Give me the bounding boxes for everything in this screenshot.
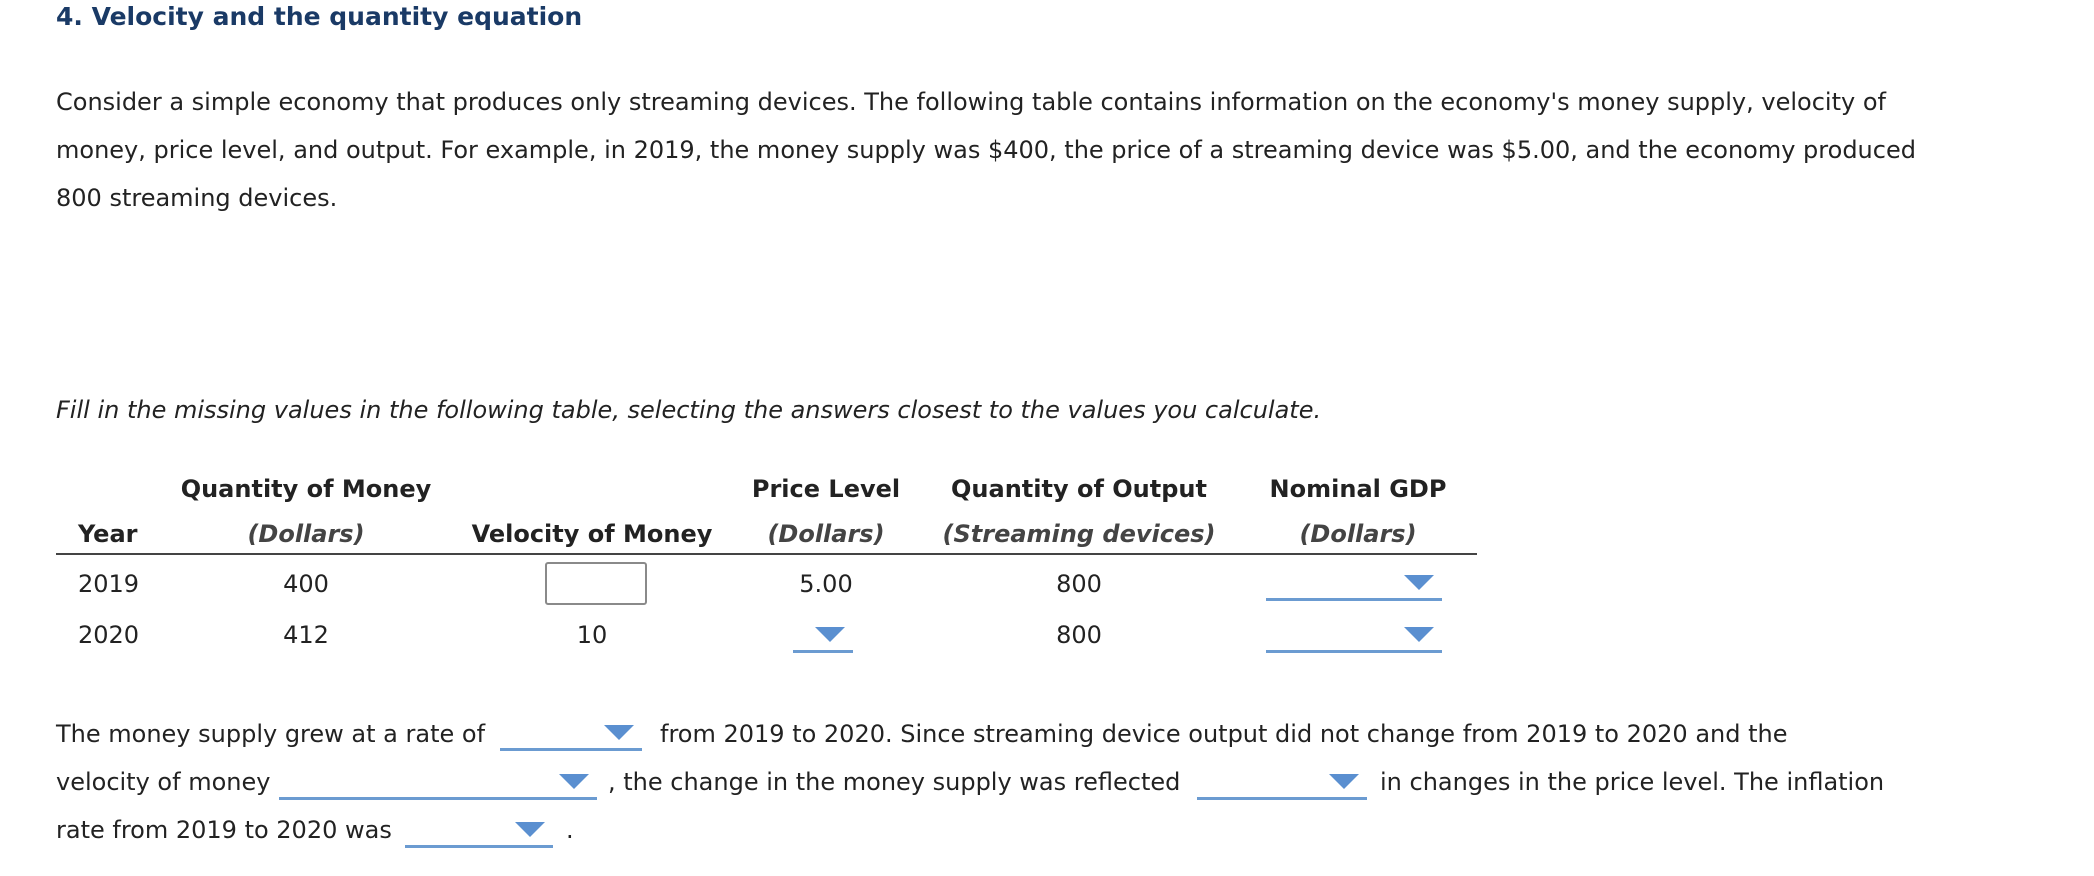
header-output: Quantity of Output <box>951 475 1207 503</box>
chevron-down-icon <box>1404 575 1434 590</box>
sentence-3-start: rate from 2019 to 2020 was <box>56 816 392 844</box>
price-level-2020-dropdown[interactable] <box>793 614 853 653</box>
nominal-gdp-2019-dropdown[interactable] <box>1266 562 1442 601</box>
row-money: 412 <box>283 621 329 649</box>
row-year: 2020 <box>78 621 140 649</box>
header-gdp-unit: (Dollars) <box>1299 520 1417 548</box>
header-velocity: Velocity of Money <box>471 520 713 548</box>
sentence-3-end: . <box>566 816 574 844</box>
row-output: 800 <box>1056 570 1102 598</box>
sentence-2-middle: , the change in the money supply was reflected <box>608 768 1181 796</box>
sentence-2-start: velocity of money <box>56 768 271 796</box>
velocity-2019-input[interactable] <box>545 562 647 605</box>
header-output-unit: (Streaming devices) <box>942 520 1216 548</box>
chevron-down-icon <box>1329 774 1359 789</box>
chevron-down-icon <box>515 822 545 837</box>
chevron-down-icon <box>604 725 634 740</box>
row-price: 5.00 <box>799 570 853 598</box>
header-price-unit: (Dollars) <box>767 520 885 548</box>
header-year: Year <box>78 520 138 548</box>
header-money: Quantity of Money <box>180 475 432 503</box>
header-money-unit: (Dollars) <box>247 520 365 548</box>
header-price: Price Level <box>751 475 901 503</box>
question-title: 4. Velocity and the quantity equation <box>56 2 583 31</box>
nominal-gdp-2020-dropdown[interactable] <box>1266 614 1442 653</box>
intro-paragraph: Consider a simple economy that produces only streaming devices. The following table contains information on the economy's money supply, velocity of money, price level, and output. For example, in 2019, the money supply was $400, the price of a streaming device was $5.00, and the economy produced 800 streaming devices. <box>56 88 1916 212</box>
row-money: 400 <box>283 570 329 598</box>
header-gdp: Nominal GDP <box>1269 475 1447 503</box>
row-velocity: 10 <box>576 621 608 649</box>
money-growth-rate-dropdown[interactable] <box>500 712 642 751</box>
sentence-1-end: from 2019 to 2020. Since streaming device output did not change from 2019 to 2020 and the <box>660 720 1788 748</box>
chevron-down-icon <box>1404 627 1434 642</box>
row-year: 2019 <box>78 570 140 598</box>
instruction-text: Fill in the missing values in the following table, selecting the answers closest to the values you calculate. <box>56 396 1322 424</box>
chevron-down-icon <box>815 627 845 642</box>
sentence-2-end: in changes in the price level. The inflation <box>1380 768 1885 796</box>
inflation-rate-dropdown[interactable] <box>405 809 553 848</box>
table-header-divider <box>56 553 1477 555</box>
row-output: 800 <box>1056 621 1102 649</box>
reflected-proportion-dropdown[interactable] <box>1197 761 1367 800</box>
velocity-change-dropdown[interactable] <box>279 761 597 800</box>
sentence-1-start: The money supply grew at a rate of <box>56 720 486 748</box>
chevron-down-icon <box>559 774 589 789</box>
